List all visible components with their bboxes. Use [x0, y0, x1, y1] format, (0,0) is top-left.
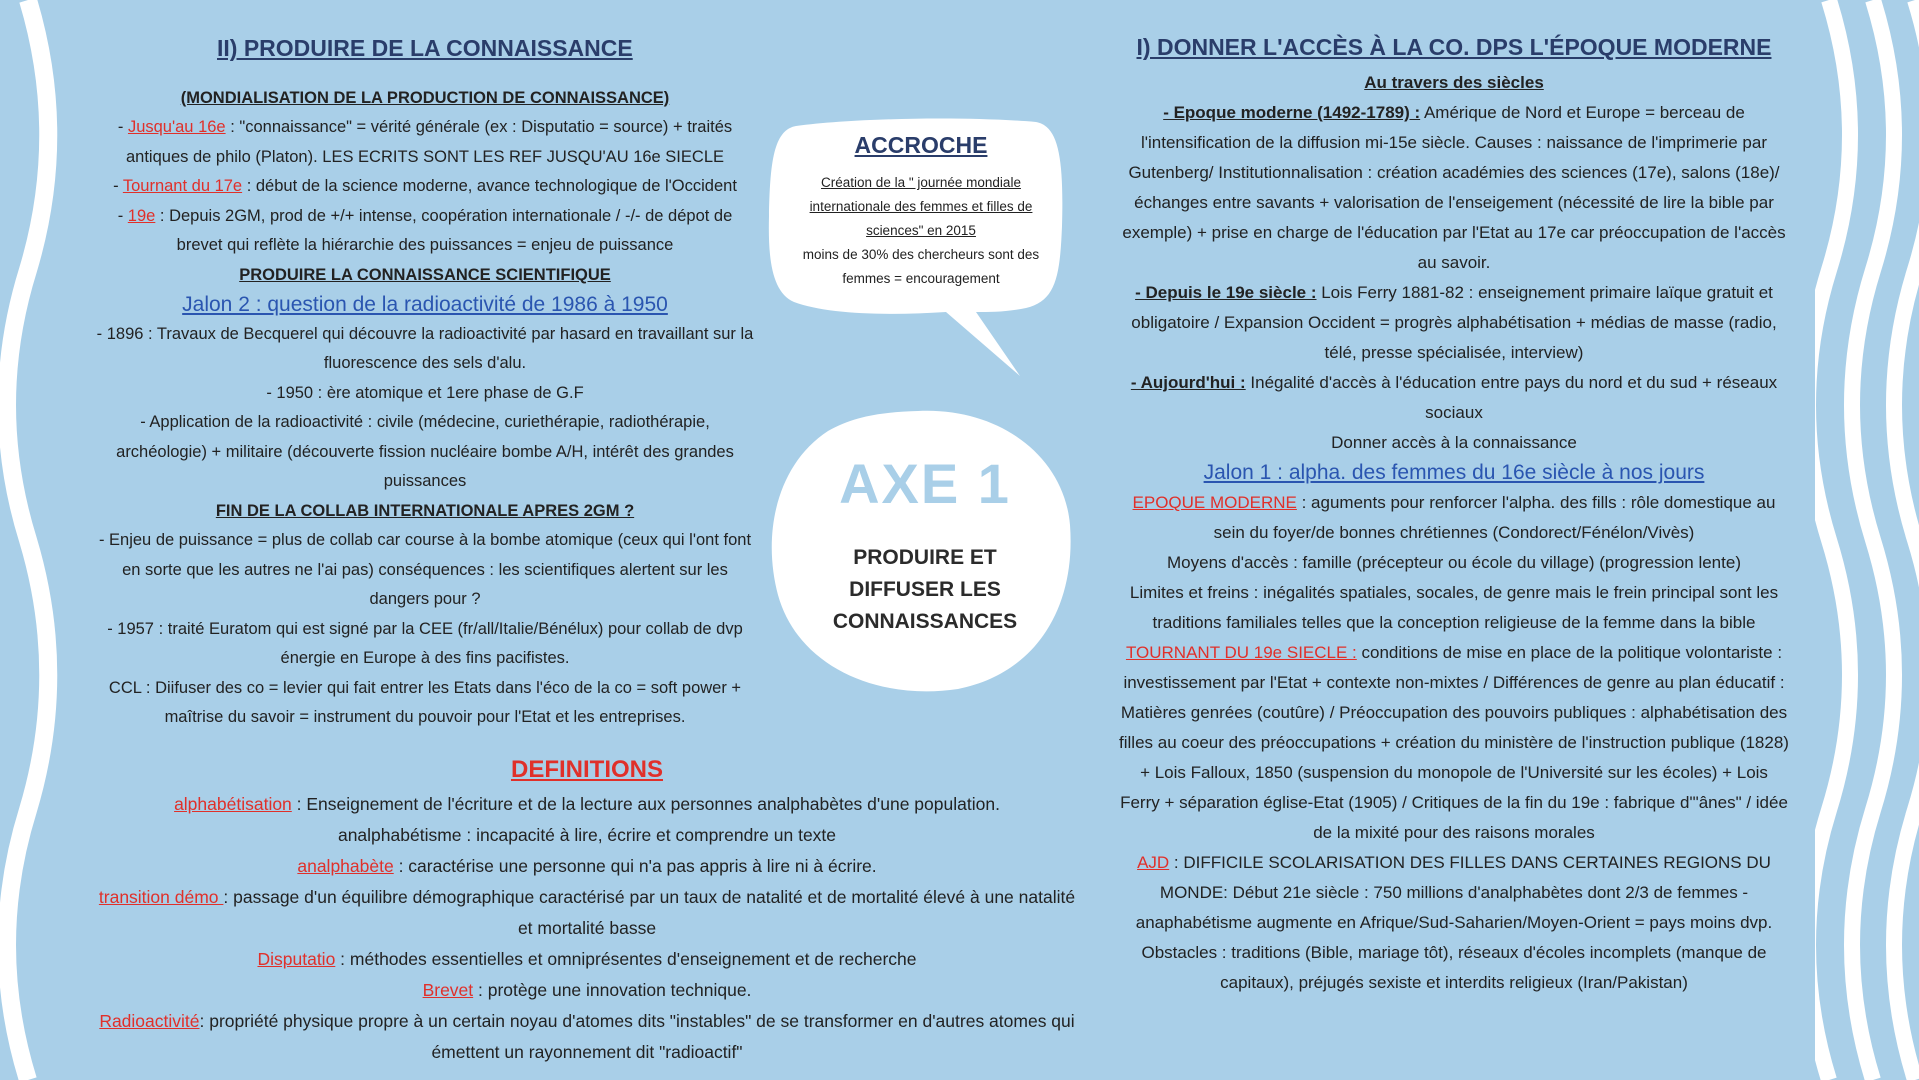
left-para-3: - Application de la radioactivité : civile (médecine, curiethérapie, radiothérapie, archéologie) + militaire (découverte fission nucléaire bombe A/H, intérêt des grandes puissances — [116, 413, 734, 490]
accroche-line-2: moins de 30% des chercheurs sont des femmes = encouragement — [802, 247, 1040, 286]
definition-1: alphabétisation : Enseignement de l'écriture et de la lecture aux personnes analphabètes d'une population. — [174, 794, 1000, 814]
left-wave-decoration — [0, 0, 80, 1080]
left-subheading-2: PRODUIRE LA CONNAISSANCE SCIENTIFIQUE — [239, 265, 611, 284]
right-section-title: I) DONNER L'ACCÈS À LA CO. DPS L'ÉPOQUE MODERNE — [1136, 34, 1772, 60]
axe-title: AXE 1 — [839, 452, 1011, 515]
left-bullet-1-label: Jusqu'au 16e — [127, 118, 226, 136]
right-wave-decoration — [1815, 0, 1919, 1080]
right-period-2: - Depuis le 19e siècle : Lois Ferry 1881-82 : enseignement primaire laïque gratuit et obligatoire / Expansion Occident = progrès alphabétisation + médias de masse (radio, télé, presse spécialisée, interview) — [1131, 283, 1777, 362]
right-19th-century: TOURNANT DU 19e SIECLE : conditions de mise en place de la politique volontariste : investissement par l'Etat + contexte non-mixtes / Différences de genre au plan éducatif : Matières genrées (coutûre) / Préoccupation des pouvoirs publiques : alphabétisation des filles au coeur des préoccupations + création du ministère de l'instruction publique (1828) + Lois Falloux, 1850 (suspension du monopole de l'Université sur les écoles) + Lois Ferry + séparation église-Etat (1905) / Critiques de la fin du 19e : fabrique d'"ânes" / idée de la mixité pour des raisons morales — [1119, 643, 1789, 842]
accroche-line-1: Création de la " journée mondiale internationale des femmes et filles de sciences" en 2015 — [809, 175, 1033, 238]
left-para-1: - 1896 : Travaux de Becquerel qui découvre la radioactivité par hasard en travaillant sur la fluorescence des sels d'alu. — [96, 324, 754, 372]
definition-3: transition démo : passage d'un équilibre démographique caractérisé par un taux de natalité et de mortalité élevé à une natalité et mortalité basse — [98, 887, 1076, 938]
right-section — [1118, 30, 1790, 998]
left-para-5: - 1957 : traité Euratom qui est signé par la CEE (fr/all/Italie/Bénélux) pour collab de dvp énergie en Europe à des fins pacifistes. — [107, 619, 743, 667]
right-limits: Limites et freins : inégalités spatiales, socales, de genre mais le frein principal sont les traditions familiales telles que la conception religieuse de la femme dans la bible — [1129, 583, 1779, 632]
accroche-content — [790, 132, 1052, 291]
left-subheading-1: (MONDIALISATION DE LA PRODUCTION DE CONNAISSANCE) — [180, 88, 670, 107]
definition-6: Radioactivité: propriété physique propre à un certain noyau d'atomes dits "instables" de se transformer en d'autres atomes qui émettent un rayonnement dit "radioactif" — [99, 1011, 1075, 1062]
definitions-title: DEFINITIONS — [510, 756, 663, 783]
left-conclusion: CCL : Diifuser des co = levier qui fait entrer les Etats dans l'éco de la co = soft power + maîtrise du savoir = instrument du pouvoir pour l'Etat et les entreprises. — [108, 678, 742, 726]
definition-2: analphabète : caractérise une personne qui n'a pas appris à lire ni à écrire. — [297, 856, 877, 876]
definitions-section — [92, 753, 1082, 1068]
axe-content — [805, 452, 1045, 638]
left-para-2: - 1950 : ère atomique et 1ere phase de G.F — [266, 383, 584, 402]
right-subheading-2: Donner accès à la connaissance — [1331, 433, 1577, 452]
axe-subtitle: PRODUIRE ET DIFFUSER LES CONNAISSANCES — [832, 546, 1018, 633]
right-today: AJD : DIFFICILE SCOLARISATION DES FILLES DANS CERTAINES REGIONS DU MONDE: Début 21e siècle : 750 millions d'analphabètes dont 2/3 de femmes - anaphabétisme augmente en Afrique/Sud-Saharien/Moyen-Orient = pays moins dvp. Obstacles : traditions (Bible, mariage tôt), réseaux d'écoles incomplets (manque de capitaux), préjugés sexiste et interdits religieux (Iran/Pakistan) — [1135, 853, 1773, 992]
jalon-1-heading: Jalon 1 : alpha. des femmes du 16e siècle à nos jours — [1203, 461, 1705, 484]
right-modern-era: EPOQUE MODERNE : aguments pour renforcer l'alpha. des fills : rôle domestique au sein du foyer/de bonnes chrétiennes (Condorect/Fénélon/Vivès) — [1132, 493, 1776, 542]
definition-4: Disputatio : méthodes essentielles et omniprésentes d'enseignement et de recherche — [257, 949, 917, 969]
left-bullet-1: - Jusqu'au 16e : "connaissance" = vérité générale (ex : Disputatio = source) + traités antiques de philo (Platon). LES ECRITS SONT LES REF JUSQU'AU 16e SIECLE — [117, 118, 733, 166]
left-bullet-3: - 19e : Depuis 2GM, prod de +/+ intense, coopération internationale / -/- de dépot de brevet qui reflète la hiérarchie des puissances = enjeu de puissance — [117, 206, 733, 254]
left-section-title: II) PRODUIRE DE LA CONNAISSANCE — [217, 35, 633, 61]
right-subheading-1: Au travers des siècles — [1364, 73, 1544, 92]
left-subheading-3: FIN DE LA COLLAB INTERNATIONALE APRES 2GM ? — [215, 501, 635, 520]
definition-5: Brevet : protège une innovation technique. — [422, 980, 752, 1000]
right-period-3: - Aujourd'hui : Inégalité d'accès à l'éducation entre pays du nord et du sud + réseaux sociaux — [1130, 373, 1778, 422]
left-bullet-2: - Tournant du 17e : début de la science moderne, avance technologique de l'Occident — [113, 177, 737, 195]
right-period-1: - Epoque moderne (1492-1789) : Amérique de Nord et Europe = berceau de l'intensification de la diffusion mi-15e siècle. Causes : naissance de l'imprimerie par Gutenberg/ Institutionnalisation : création académies des sciences (17e), salons (18e)/ échanges entre savants + valorisation de l'enseigement (nécessité de lire la bible par exemple) + prise en charge de l'éducation par l'Etat au 17e car préoccupation de l'accès au savoir. — [1122, 103, 1786, 272]
left-bullet-2-label: Tournant du 17e — [122, 177, 243, 195]
definition-1b: analphabétisme : incapacité à lire, écrire et comprendre un texte — [337, 825, 837, 845]
accroche-title: ACCROCHE — [854, 132, 988, 158]
jalon-2-heading: Jalon 2 : question de la radioactivité de 1986 à 1950 — [182, 293, 668, 316]
right-access-means: Moyens d'accès : famille (précepteur ou école du village) (progression lente) — [1167, 553, 1741, 572]
left-para-4: - Enjeu de puissance = plus de collab car course à la bombe atomique (ceux qui l'ont font en sorte que les autres ne l'ai pas) conséquences : les scientifiques alertent sur les dangers pour ? — [98, 531, 752, 608]
left-section — [95, 34, 755, 733]
left-bullet-3-label: 19e — [127, 206, 156, 225]
